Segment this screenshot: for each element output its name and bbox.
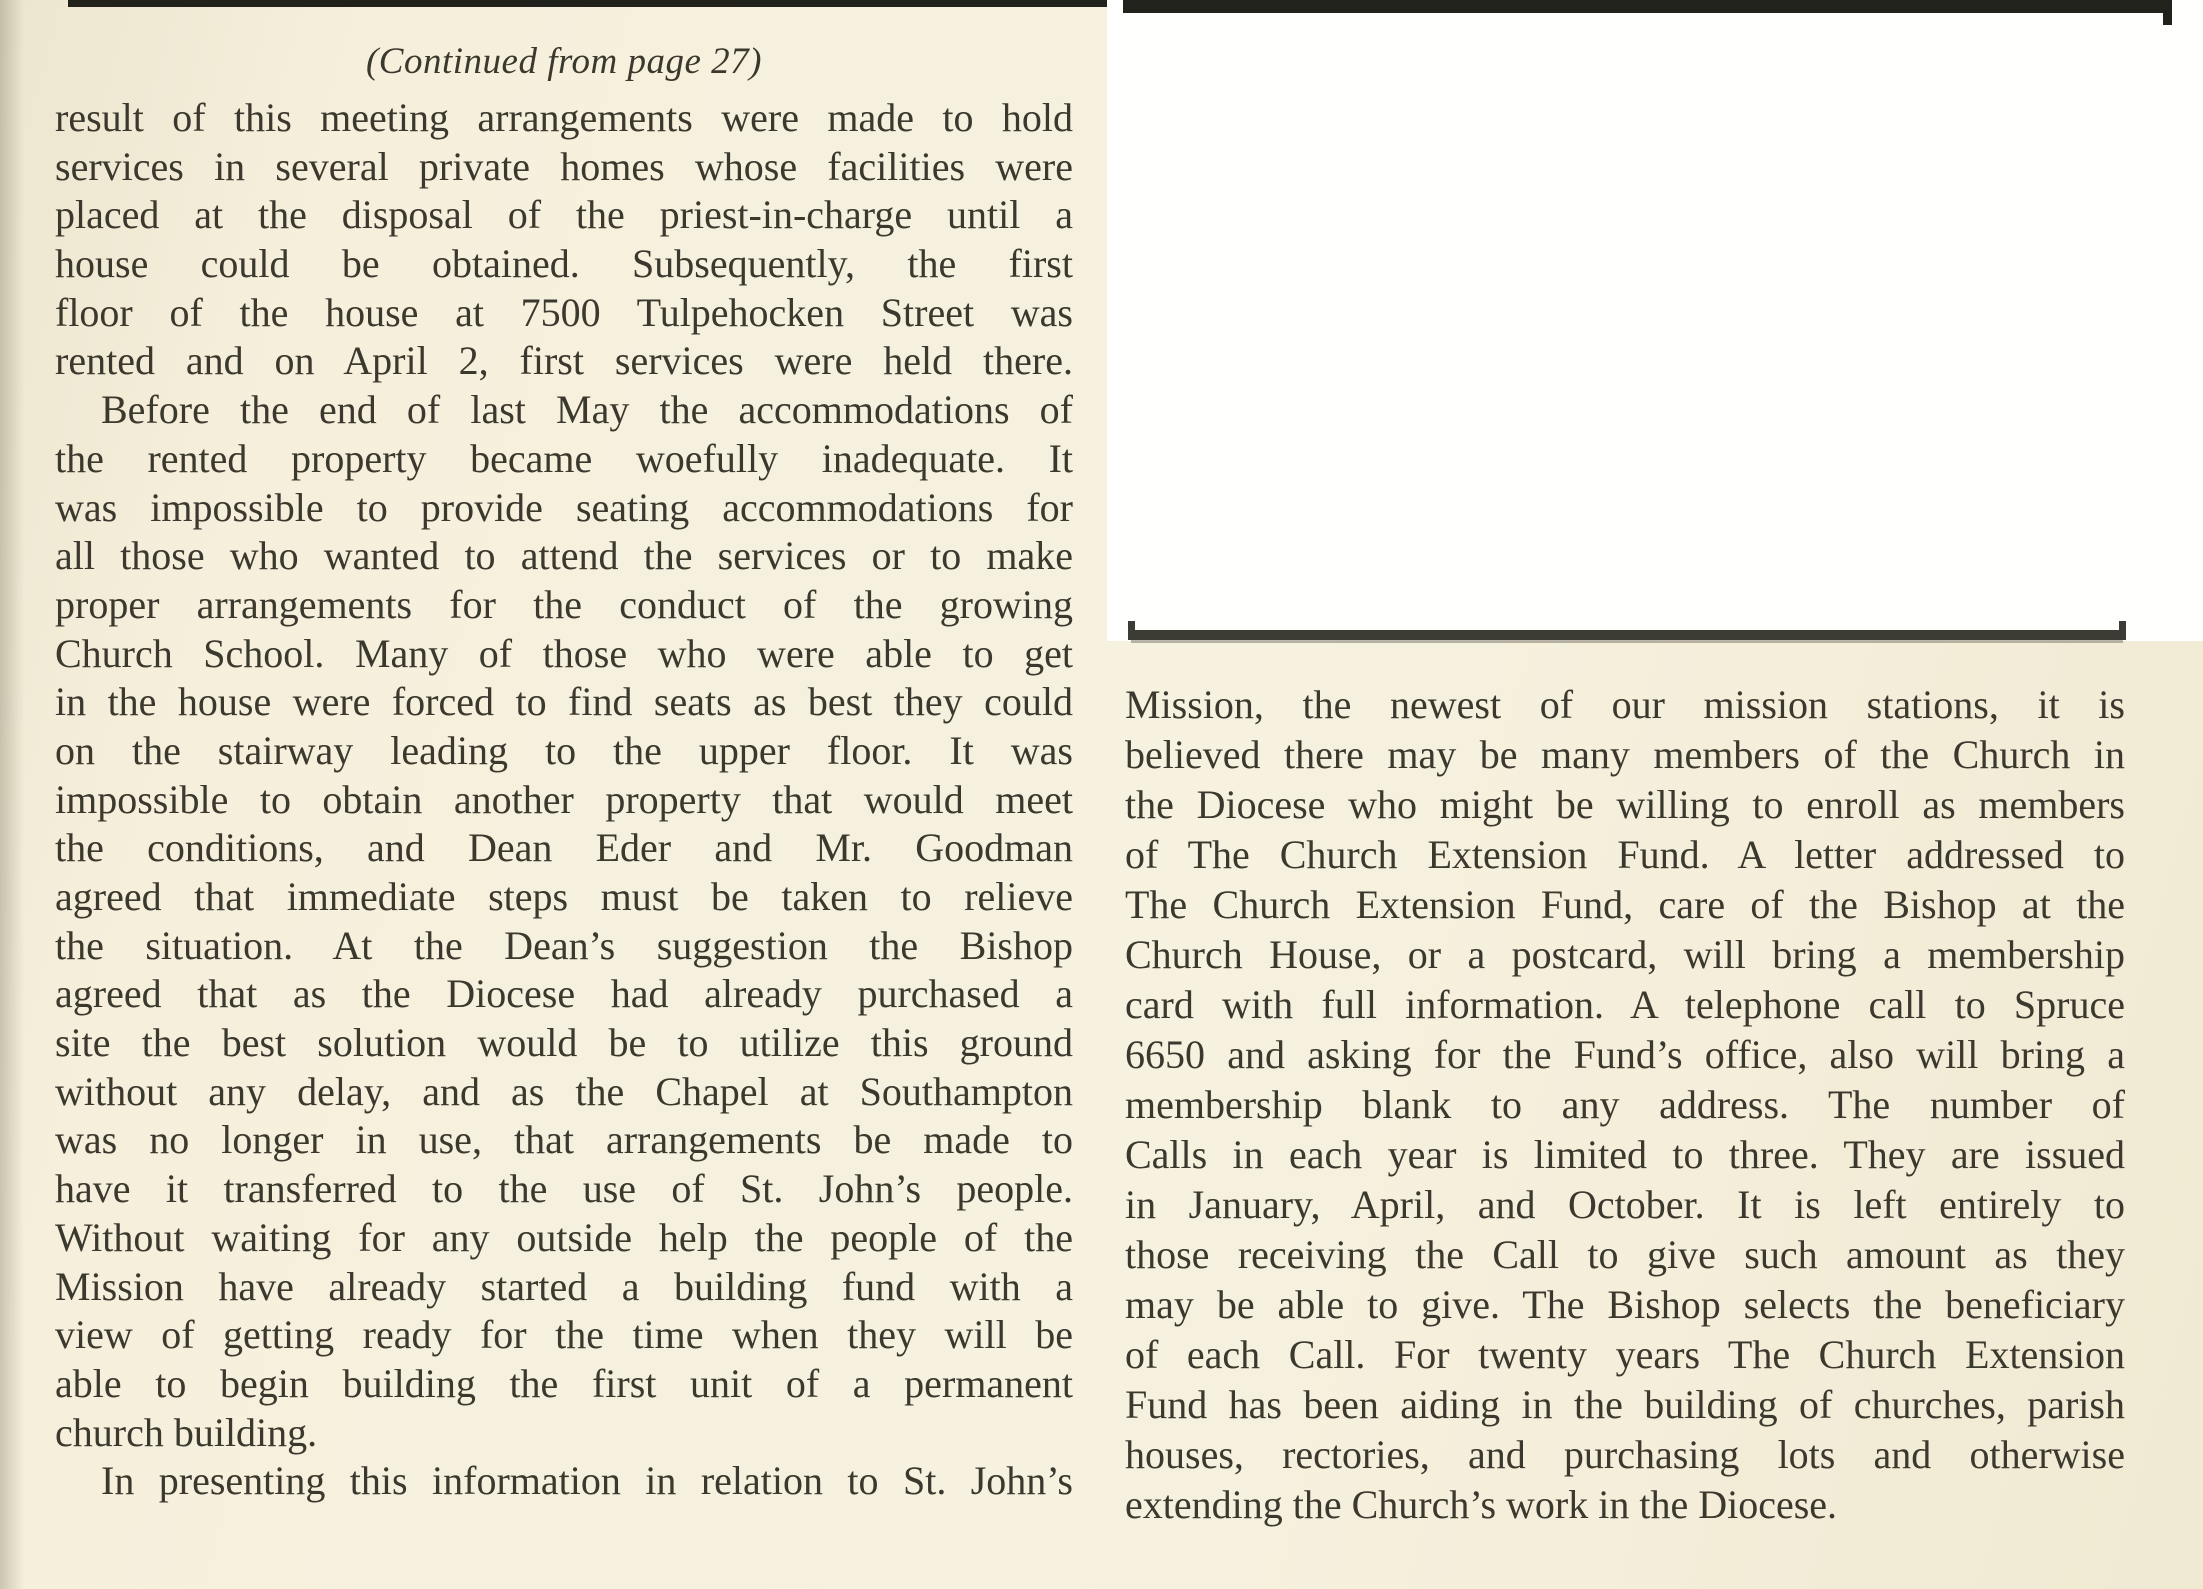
top-rule-left	[68, 0, 1114, 7]
text-line: the rented property became woefully inadequate. It	[55, 435, 1073, 481]
text-line: church building.	[55, 1409, 318, 1455]
photo-top-rule	[1123, 0, 2172, 13]
text-line: houses, rectories, and purchasing lots and otherwise	[1125, 1432, 2125, 1477]
text-line: In presenting this information in relation to St. John’s	[101, 1458, 1073, 1504]
text-line: the conditions, and Dean Eder and Mr. Goodman	[55, 825, 1073, 871]
text-line: rented and on April 2, first services were held there.	[55, 338, 1073, 384]
text-line: was impossible to provide seating accommodations for	[55, 484, 1073, 530]
continued-from-note: (Continued from page 27)	[365, 41, 762, 82]
text-line: card with full information. A telephone call to Spruce	[1125, 982, 2125, 1027]
article-column-right	[1125, 680, 2125, 1530]
text-line: extending the Church’s work in the Diocese.	[1125, 1482, 1838, 1527]
text-line: may be able to give. The Bishop selects the beneficiary	[1125, 1282, 2125, 1327]
text-line: floor of the house at 7500 Tulpehocken Street was	[55, 289, 1073, 335]
text-line: was no longer in use, that arrangements be made to	[55, 1117, 1073, 1163]
text-line: Before the end of last May the accommodations of	[101, 387, 1073, 433]
photo-bottom-rule	[1128, 630, 2126, 640]
text-line: believed there may be many members of the Church in	[1125, 732, 2125, 777]
photo-placeholder	[1107, 0, 2203, 641]
text-line: those receiving the Call to give such amount as they	[1125, 1232, 2125, 1277]
text-line: impossible to obtain another property that would meet	[55, 776, 1073, 822]
text-line: Mission, the newest of our mission stations, it is	[1125, 682, 2125, 727]
text-line: all those who wanted to attend the services or to make	[55, 533, 1073, 579]
text-line: Fund has been aiding in the building of churches, parish	[1125, 1382, 2125, 1427]
text-line: proper arrangements for the conduct of the growing	[55, 581, 1073, 627]
text-line: agreed that as the Diocese had already purchased a	[55, 971, 1073, 1017]
text-line: agreed that immediate steps must be taken to relieve	[55, 874, 1073, 919]
text-line: Church School. Many of those who were able to get	[55, 630, 1073, 676]
text-line: placed at the disposal of the priest-in-charge until a	[55, 192, 1073, 238]
text-line: in the house were forced to find seats as best they could	[55, 679, 1073, 725]
text-line: Calls in each year is limited to three. They are issued	[1125, 1132, 2125, 1177]
text-line: have it transferred to the use of St. John’s people.	[55, 1166, 1073, 1212]
article-column-left	[55, 94, 1073, 1506]
text-line: on the stairway leading to the upper floor. It was	[55, 727, 1073, 773]
text-line: without any delay, and as the Chapel at Southampton	[55, 1068, 1073, 1114]
text-line: the situation. At the Dean’s suggestion the Bishop	[55, 922, 1073, 968]
text-line: site the best solution would be to utilize this ground	[55, 1020, 1073, 1066]
text-line: services in several private homes whose facilities were	[55, 143, 1073, 189]
text-line: membership blank to any address. The number of	[1125, 1082, 2125, 1127]
text-line: view of getting ready for the time when they will be	[55, 1312, 1073, 1358]
text-line: 6650 and asking for the Fund’s office, also will bring a	[1125, 1032, 2125, 1077]
scan-left-edge-shadow	[0, 0, 24, 1589]
text-line: Mission have already started a building fund with a	[55, 1263, 1073, 1309]
text-line: The Church Extension Fund, care of the Bishop at the	[1125, 882, 2125, 927]
text-line: Church House, or a postcard, will bring a membership	[1125, 932, 2125, 977]
text-line: of each Call. For twenty years The Church Extension	[1125, 1332, 2125, 1377]
text-line: in January, April, and October. It is left entirely to	[1125, 1182, 2125, 1227]
text-line: Without waiting for any outside help the people of the	[55, 1214, 1073, 1260]
text-line: house could be obtained. Subsequently, the first	[55, 241, 1073, 287]
text-line: result of this meeting arrangements were made to hold	[55, 95, 1073, 140]
text-line: of The Church Extension Fund. A letter addressed to	[1125, 832, 2125, 877]
text-line: able to begin building the first unit of a permanent	[55, 1360, 1073, 1406]
text-line: the Diocese who might be willing to enroll as members	[1125, 782, 2125, 827]
